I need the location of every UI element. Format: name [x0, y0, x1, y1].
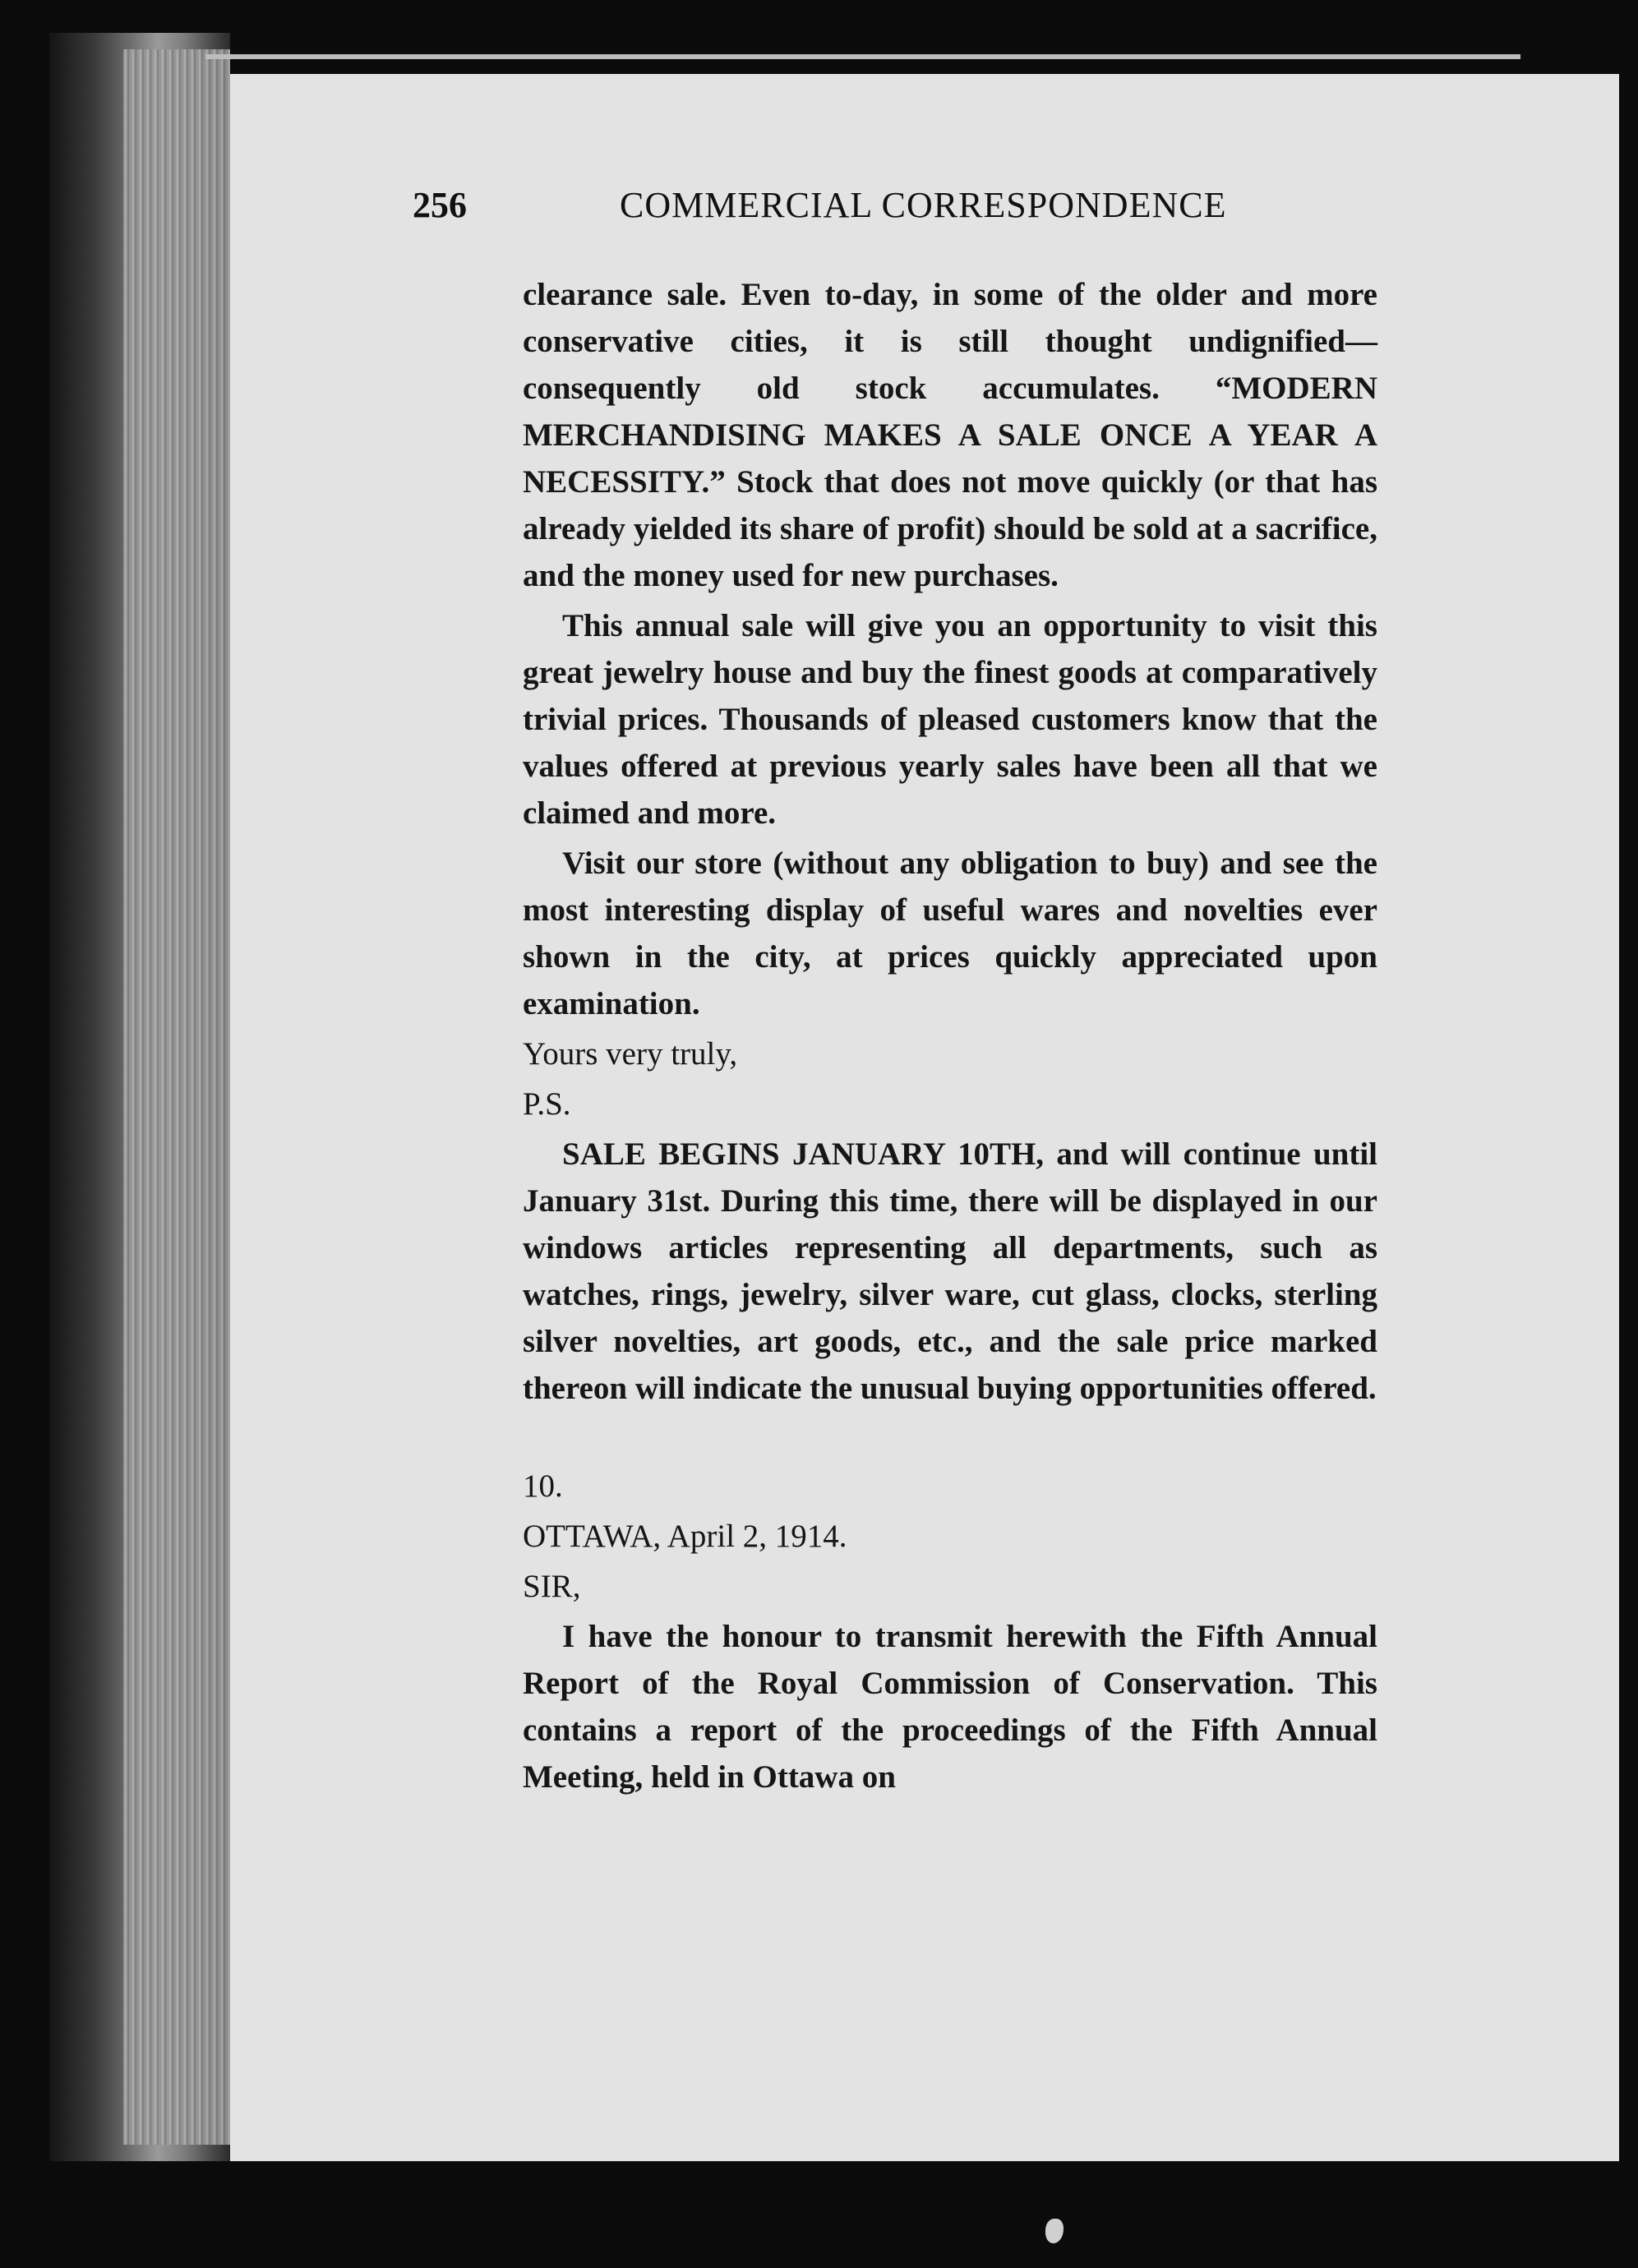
- page-header: [413, 184, 1279, 242]
- salutation: SIR,: [523, 1569, 581, 1604]
- paragraph: This annual sale will give you an opportunity to visit this great jewelry house and buy the finest goods at comparatively trivial prices. Thousands of pleased customers know that the values offered at previous yearly sales have been all that we claimed and more.: [523, 608, 1377, 831]
- page-number: 256: [413, 185, 467, 225]
- ink-smudge: [1045, 2219, 1064, 2243]
- signoff: Yours very truly,: [523, 1036, 738, 1072]
- postscript-text: SALE BEGINS JANUARY 10TH, and will continue until January 31st. During this time, there will be displayed in our windows articles representing all departments, such as watches, rings, jewelry, silver ware, cut glass, clocks, sterling silver novelties, art goods, etc., and the sale price marked thereon will indicate the unusual buying opportunities offered.: [523, 1136, 1377, 1406]
- letter-number: 10.: [523, 1468, 563, 1504]
- page-top-edge: [205, 54, 1520, 59]
- running-head: COMMERCIAL CORRESPONDENCE: [620, 185, 1227, 225]
- page-edges: [123, 49, 230, 2145]
- postscript-label: P.S.: [523, 1086, 571, 1122]
- paragraph: clearance sale. Even to-day, in some of the older and more conservative cities, it is still thought undignified—consequently old stock accumulates. “MODERN MERCHANDISING MAKES A SALE ONCE A YEAR A NECESSITY.” Stock that does not move quickly (or that has already yielded its share of profit) should be sold at a sacrifice, and the money used for new purchases.: [523, 277, 1377, 593]
- paragraph: Visit our store (without any obligation to buy) and see the most interesting display of useful wares and novelties ever shown in the city, at prices quickly appreciated upon examination.: [523, 846, 1377, 1021]
- spacer: [523, 1415, 1377, 1463]
- page-body: [523, 271, 1377, 1804]
- paragraph: I have the honour to transmit herewith the Fifth Annual Report of the Royal Commission of Conservation. This contains a report of the proceedings of the Fifth Annual Meeting, held in Ottawa on: [523, 1619, 1377, 1795]
- dateline: OTTAWA, April 2, 1914.: [523, 1519, 847, 1554]
